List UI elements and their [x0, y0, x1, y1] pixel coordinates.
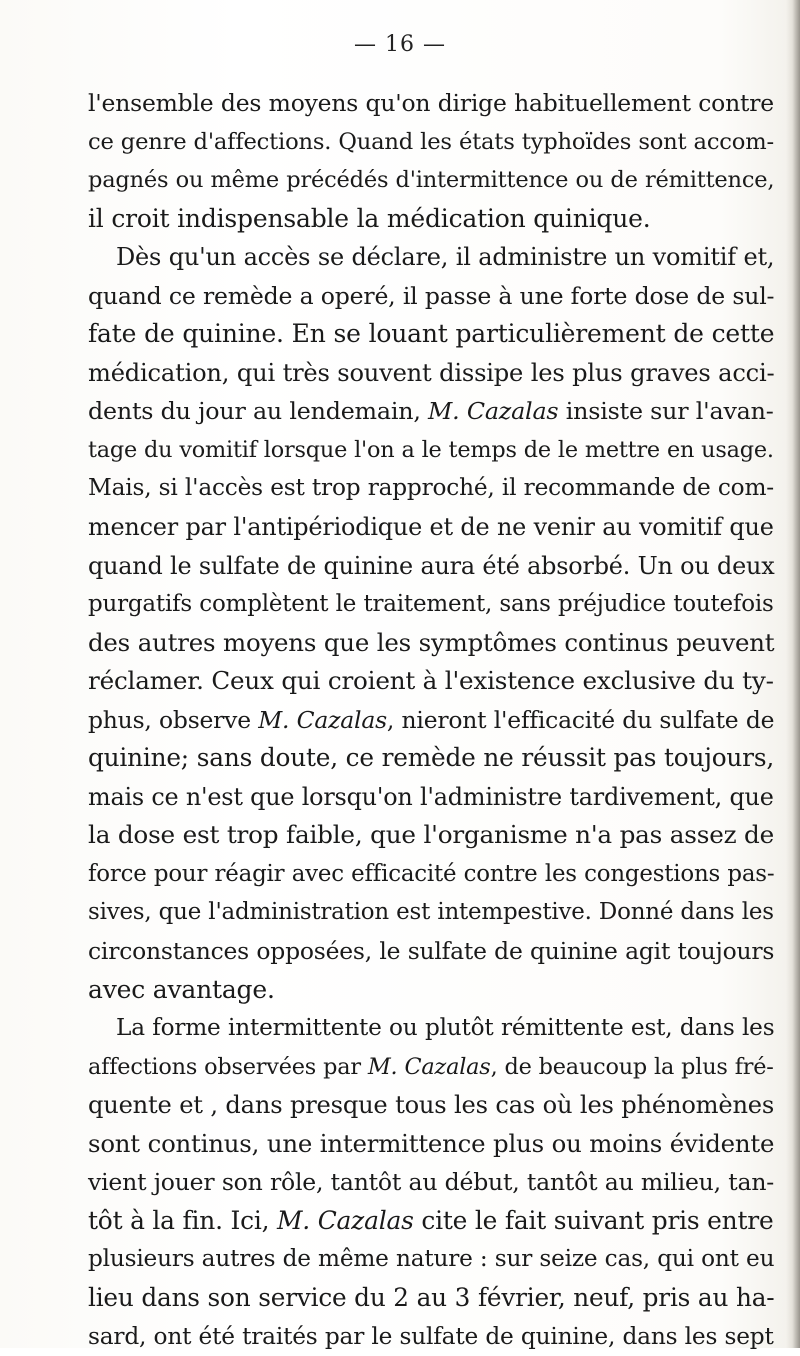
- text-segment: affections observées par: [88, 1054, 368, 1080]
- text-line: [88, 971, 774, 1010]
- text-segment: Dès qu'un accès se déclare, il administre un vomitif et,: [116, 243, 774, 271]
- text-segment: sives, que l'administration est intempestive. Donné dans les: [88, 899, 774, 925]
- page-edge-shadow: [786, 0, 800, 1348]
- text-line: [88, 161, 774, 200]
- text-line: [88, 123, 774, 162]
- text-segment: sont continus, une intermittence plus ou moins évidente: [88, 1129, 774, 1158]
- text-segment: quand le sulfate de quinine aura été absorbé. Un ou deux: [88, 552, 774, 580]
- text-segment: tôt à la fin. Ici,: [88, 1206, 277, 1235]
- text-line: [88, 893, 774, 932]
- text-segment: plusieurs autres de même nature : sur seize cas, qui ont eu: [88, 1245, 774, 1272]
- text-line: [88, 855, 774, 894]
- text-segment: pagnés ou même précédés d'intermittence ou de rémittence,: [88, 167, 774, 193]
- text-line: [88, 508, 774, 547]
- text-line: [88, 1318, 774, 1356]
- text-segment: , de beaucoup la plus fré-: [491, 1054, 774, 1080]
- text-line: [88, 701, 774, 740]
- text-segment: tage du vomitif lorsque l'on a le temps de le mettre en usage.: [88, 437, 774, 463]
- text-line: [88, 816, 774, 855]
- text-segment: la dose est trop faible, que l'organisme n'a pas assez de: [88, 820, 774, 849]
- author-name-italic: M. Cazalas: [258, 706, 387, 734]
- text-line: [88, 624, 774, 663]
- author-name-italic: M. Cazalas: [368, 1054, 491, 1080]
- text-line: [88, 354, 774, 393]
- text-segment: vient jouer son rôle, tantôt au début, tantôt au milieu, tan-: [88, 1168, 774, 1196]
- text-segment: cite le fait suivant pris entre: [414, 1206, 774, 1235]
- text-segment: Mais, si l'accès est trop rapproché, il recommande de com-: [88, 474, 774, 501]
- text-segment: , nieront l'efficacité du sulfate de: [387, 706, 774, 734]
- text-segment: ce genre d'affections. Quand les états typhoïdes sont accom-: [88, 129, 774, 155]
- text-line: [88, 662, 774, 701]
- text-line: [88, 200, 774, 239]
- text-line: [88, 392, 774, 431]
- author-name-italic: M. Cazalas: [428, 397, 558, 425]
- text-segment: mencer par l'antipériodique et de ne venir au vomitif que: [88, 513, 774, 541]
- text-segment: circonstances opposées, le sulfate de quinine agit toujours: [88, 937, 774, 965]
- text-segment: quand ce remède a operé, il passe à une forte dose de sul-: [88, 282, 774, 310]
- text-line: [88, 1125, 774, 1164]
- text-line: [88, 585, 774, 624]
- text-segment: dents du jour au lendemain,: [88, 397, 428, 425]
- text-segment: insiste sur l'avan-: [558, 397, 773, 425]
- text-line: [88, 1279, 774, 1318]
- text-segment: force pour réagir avec efficacité contre les congestions pas-: [88, 861, 774, 887]
- text-line: [88, 431, 774, 470]
- text-line: [88, 1202, 774, 1241]
- text-line: [88, 84, 774, 123]
- text-segment: médication, qui très souvent dissipe les plus graves acci-: [88, 359, 774, 387]
- text-line: [88, 778, 774, 817]
- text-segment: purgatifs complètent le traitement, sans préjudice toutefois: [88, 591, 774, 617]
- text-line: [88, 547, 774, 586]
- text-line: [88, 1086, 774, 1125]
- text-segment: fate de quinine. En se louant particulièrement de cette: [88, 319, 774, 348]
- text-line: [88, 932, 774, 971]
- text-segment: La forme intermittente ou plutôt rémittente est, dans les: [116, 1014, 774, 1041]
- text-segment: des autres moyens que les symptômes continus peuvent: [88, 628, 774, 657]
- text-line: [88, 1009, 774, 1048]
- text-segment: quinine; sans doute, ce remède ne réussit pas toujours,: [88, 743, 774, 772]
- text-line: [88, 1240, 774, 1279]
- text-segment: l'ensemble des moyens qu'on dirige habituellement contre: [88, 89, 774, 117]
- text-segment: il croit indispensable la médication quinique.: [88, 204, 650, 233]
- text-line: [88, 1163, 774, 1202]
- page-number: — 16 —: [0, 32, 800, 57]
- text-segment: lieu dans son service du 2 au 3 février, neuf, pris au ha-: [88, 1283, 774, 1312]
- text-line: [88, 315, 774, 354]
- text-line: [88, 238, 774, 277]
- text-segment: quente et , dans presque tous les cas où les phénomènes: [88, 1091, 774, 1119]
- text-line: [88, 277, 774, 316]
- text-segment: avec avantage.: [88, 975, 275, 1004]
- text-segment: sard, ont été traités par le sulfate de quinine, dans les sept: [88, 1323, 774, 1350]
- text-line: [88, 739, 774, 778]
- text-segment: phus, observe: [88, 706, 258, 734]
- text-line: [88, 1048, 774, 1087]
- text-segment: réclamer. Ceux qui croient à l'existence exclusive du ty-: [88, 666, 774, 695]
- text-segment: mais ce n'est que lorsqu'on l'administre tardivement, que: [88, 783, 774, 811]
- body-text: [88, 84, 774, 1356]
- text-line: [88, 469, 774, 508]
- author-name-italic: M. Cazalas: [277, 1206, 414, 1235]
